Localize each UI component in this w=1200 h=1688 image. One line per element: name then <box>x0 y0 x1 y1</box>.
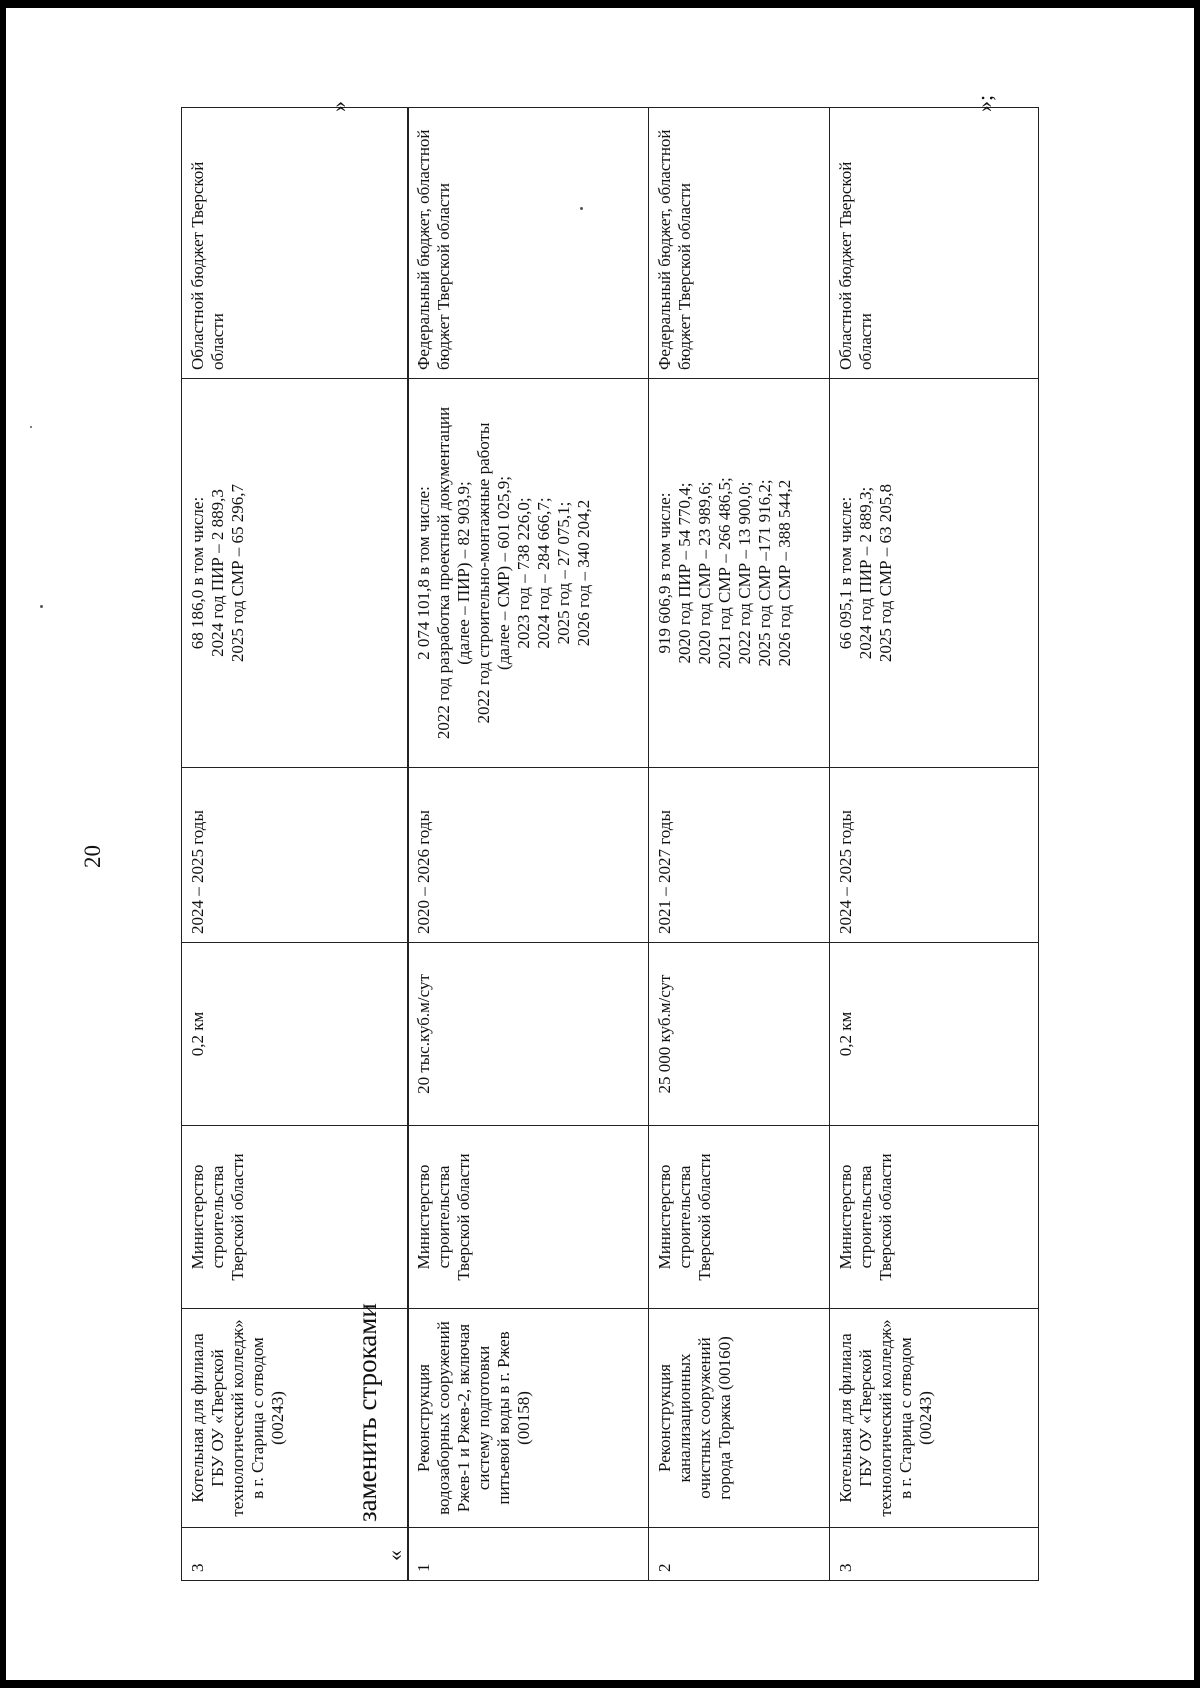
cost-line: 2026 год СМР – 388 544,2 <box>775 479 795 667</box>
closing-quote-mark: » <box>326 101 351 112</box>
cost-line: 2021 год СМР – 266 486,5; <box>715 477 735 669</box>
funding-source: Федеральный бюджет, областной бюджет Тверской области <box>649 108 830 379</box>
customer: Министерство строительства Тверской области <box>649 1126 830 1309</box>
cost-line: 919 606,9 в том числе: <box>655 492 674 654</box>
row-number: 3 <box>182 1528 409 1581</box>
opening-quote-mark: « <box>382 1550 407 1561</box>
cost-line: 2022 год строительно-монтажные работы <box>474 422 494 724</box>
table-row <box>649 108 830 1581</box>
period: 2021 – 2027 годы <box>649 768 830 943</box>
row-number: 2 <box>649 1528 830 1581</box>
capacity: 0,2 км <box>830 943 1039 1126</box>
cost-line: 2025 год – 27 075,1; <box>554 501 574 645</box>
funding-source: Федеральный бюджет, областной бюджет Тверской области <box>408 108 649 379</box>
row-number: 3 <box>830 1528 1039 1581</box>
cost-line: 2022 год разработка проектной документации <box>434 406 454 740</box>
object-name: Котельная для филиала ГБУ ОУ «Тверской технологический колледж» в г. Старица с отводом (00243) <box>830 1309 1039 1528</box>
object-name: Котельная для филиала ГБУ ОУ «Тверской технологический колледж» в г. Старица с отводом (00243) <box>182 1309 409 1528</box>
cost-line: 2 074 101,8 в том числе: <box>414 486 433 660</box>
capacity: 25 000 куб.м/сут <box>649 943 830 1126</box>
cost-line: 2020 год ПИР – 54 770,4; <box>675 482 695 664</box>
cost-line: (далее – СМР) – 601 025,9; <box>494 476 514 670</box>
cost-line: 2024 год ПИР – 2 889,3; <box>856 486 876 660</box>
customer: Министерство строительства Тверской области <box>408 1126 649 1309</box>
cost-breakdown <box>408 379 649 768</box>
cost-line: 2025 год СМР – 63 205,8 <box>876 483 896 663</box>
object-name: Реконструкция канализационных очистных сооружений города Торжка (00160) <box>649 1309 830 1528</box>
scan-speck <box>30 426 32 428</box>
row-number: 1 <box>408 1528 649 1581</box>
cost-breakdown <box>830 379 1039 768</box>
period: 2024 – 2025 годы <box>182 768 409 943</box>
cost-line: 2023 год – 738 226,0; <box>514 497 534 649</box>
cost-line: 66 095,1 в том числе: <box>836 496 855 650</box>
cost-breakdown <box>182 379 409 768</box>
cost-breakdown <box>649 379 830 768</box>
cost-line: (далее – ПИР) – 82 903,9; <box>454 481 474 665</box>
cost-line: 2022 год СМР – 13 900,0; <box>735 481 755 665</box>
cost-line: 68 186,0 в том числе: <box>188 496 207 650</box>
cost-line: 2025 год СМР –171 916,2; <box>755 479 775 667</box>
second-table <box>407 107 1039 1581</box>
funding-source: Областной бюджет Тверской области <box>830 108 1039 379</box>
cost-line: 2026 год – 340 204,2 <box>574 499 594 647</box>
capacity: 20 тыс.куб.м/сут <box>408 943 649 1126</box>
scan-speck <box>580 207 583 210</box>
period: 2024 – 2025 годы <box>830 768 1039 943</box>
cost-line: 2024 год ПИР – 2 889,3 <box>208 489 228 657</box>
closing-quote-mark: »; <box>972 94 997 112</box>
period: 2020 – 2026 годы <box>408 768 649 943</box>
scan-speck <box>40 605 43 608</box>
cost-line: 2020 год СМР – 23 989,6; <box>695 481 715 665</box>
customer: Министерство строительства Тверской области <box>182 1126 409 1309</box>
instruction-text: заменить строками <box>352 1303 382 1522</box>
page-number: 20 <box>80 845 105 868</box>
cost-line: 2025 год СМР – 65 296,7 <box>228 483 248 663</box>
object-name: Реконструкция водозаборных сооружений Ржев-1 и Ржев-2, включая систему подготовки питьевой воды в г. Ржев (00158) <box>408 1309 649 1528</box>
table-row <box>830 108 1039 1581</box>
funding-source: Областной бюджет Тверской области <box>182 108 409 379</box>
capacity: 0,2 км <box>182 943 409 1126</box>
customer: Министерство строительства Тверской области <box>830 1126 1039 1309</box>
table-row <box>408 108 649 1581</box>
cost-line: 2024 год – 284 666,7; <box>534 497 554 649</box>
